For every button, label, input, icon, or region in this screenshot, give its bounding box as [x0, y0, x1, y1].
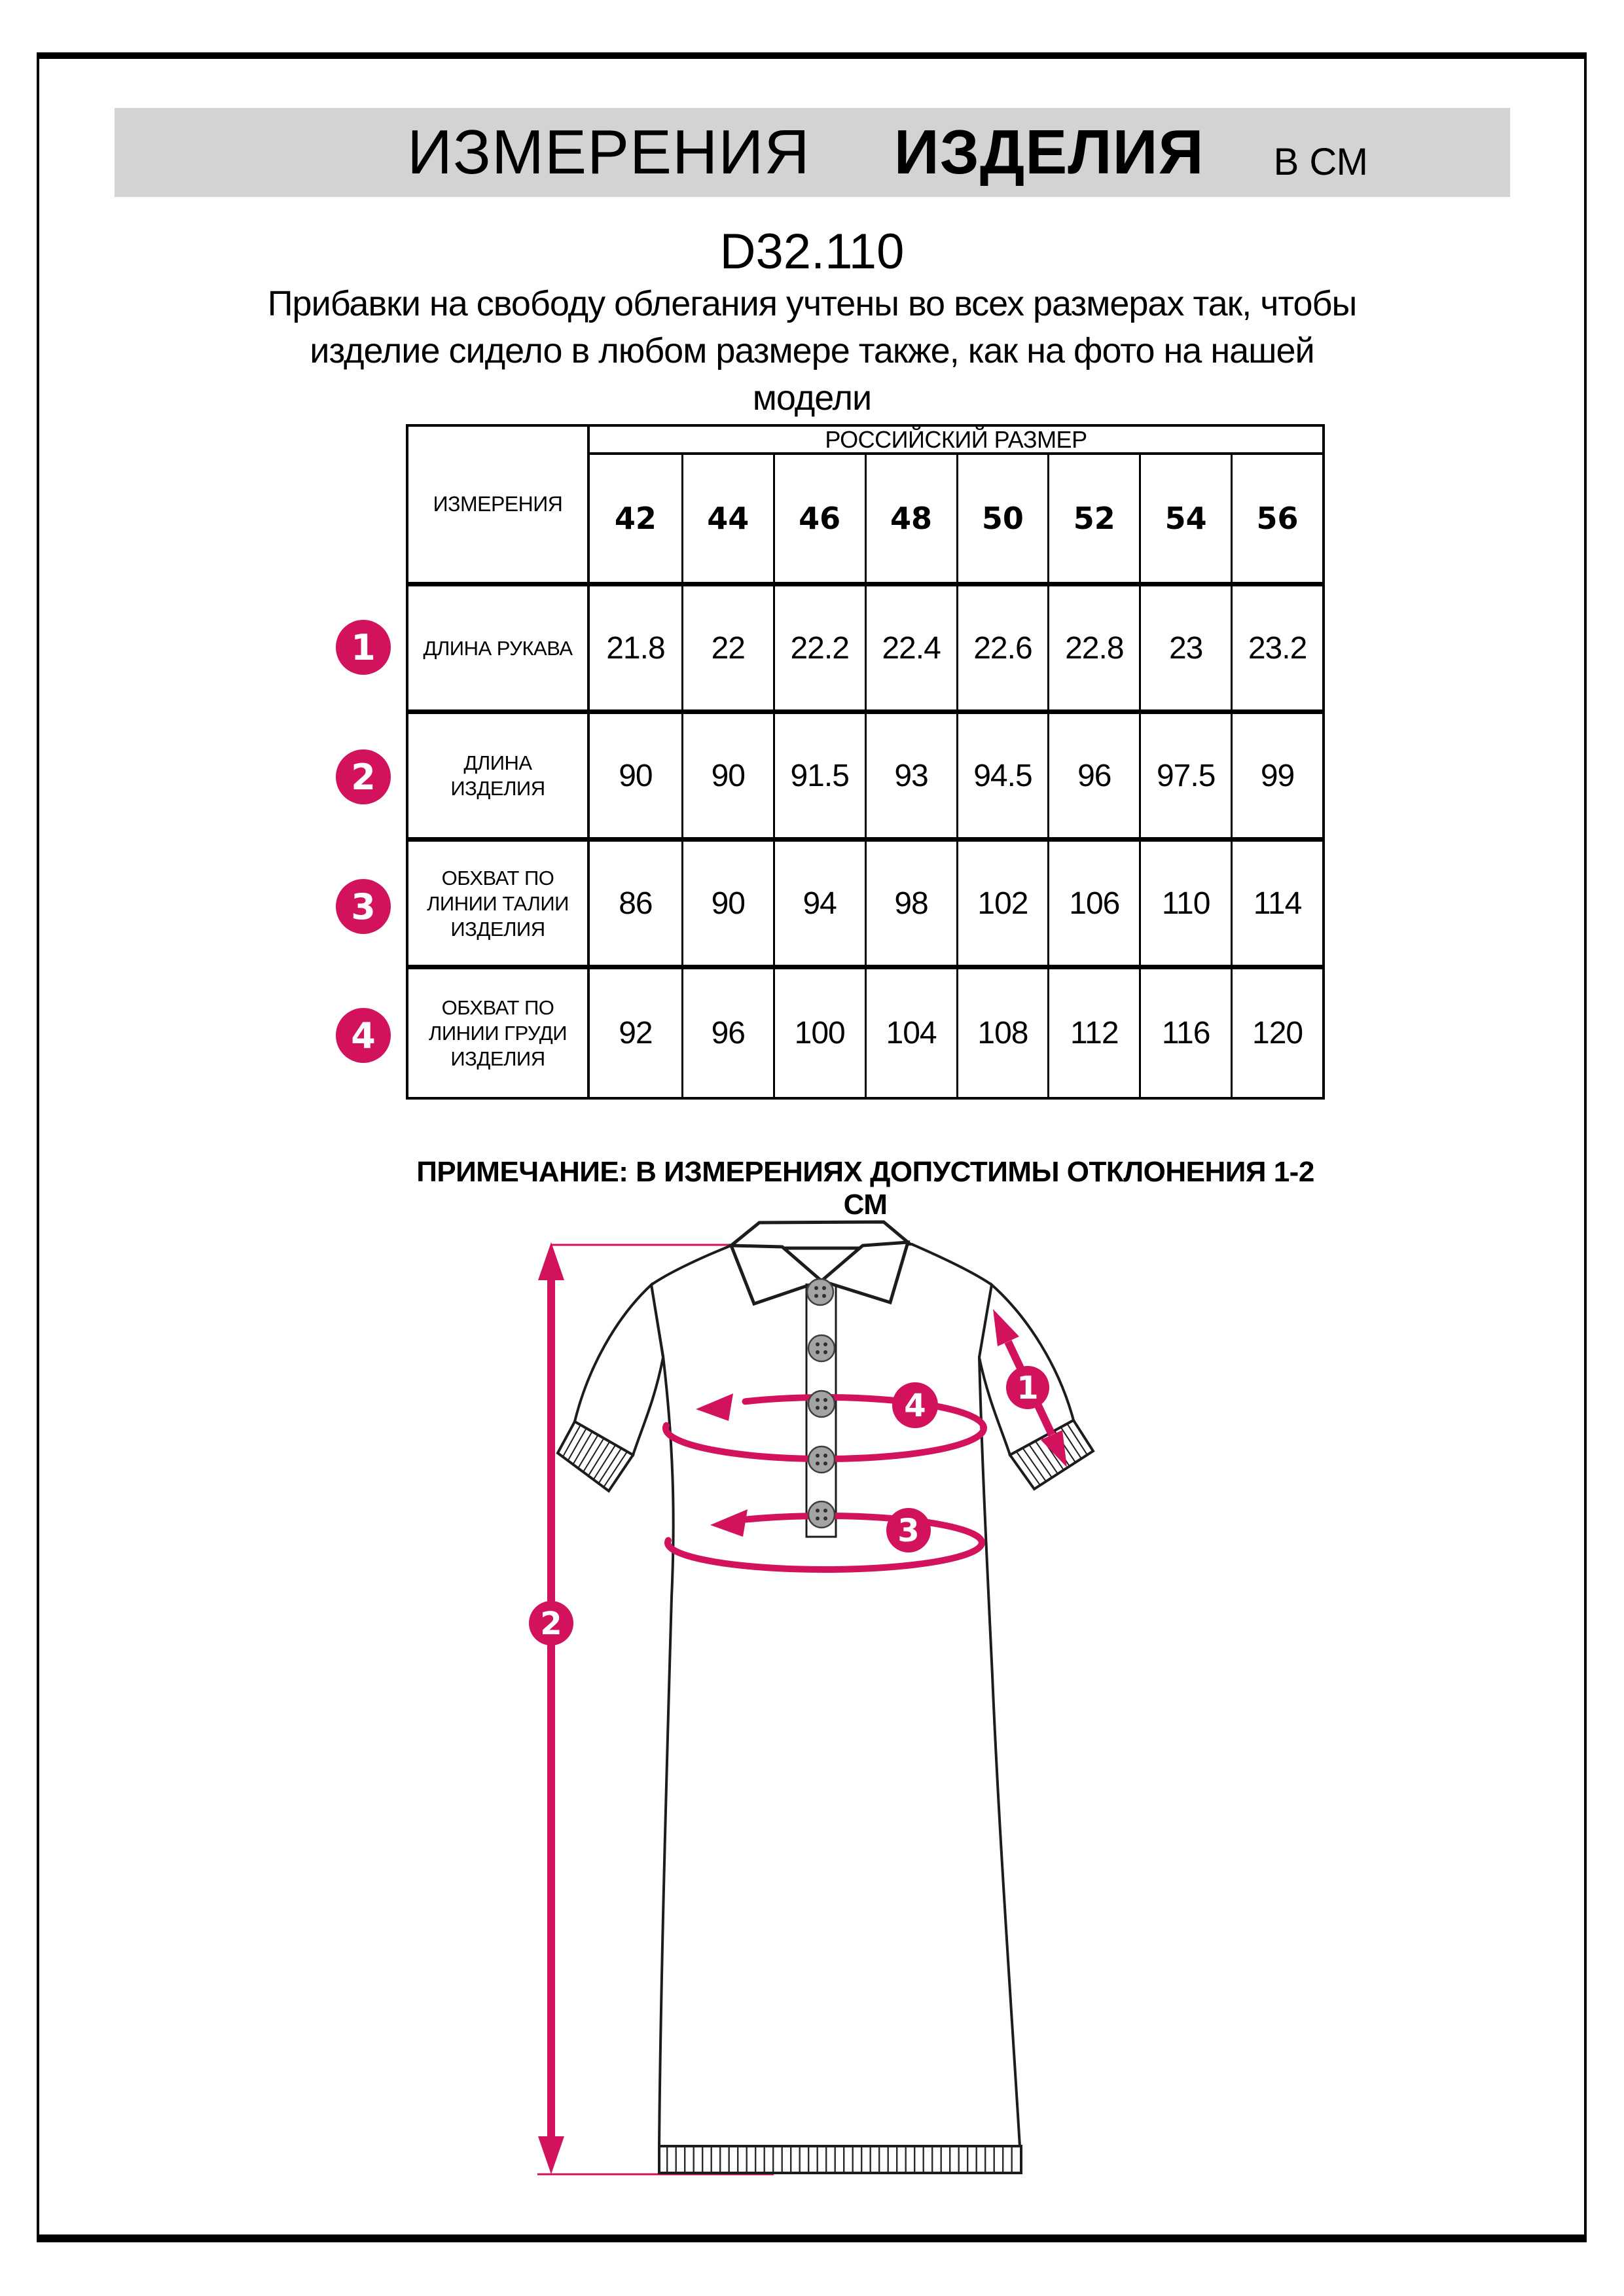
value-cell: 90 [590, 714, 681, 842]
title-band [115, 108, 1510, 197]
value-cell: 110 [1139, 842, 1231, 969]
value-cell: 94 [773, 842, 865, 969]
value-cell: 92 [619, 1016, 653, 1050]
value-cell: 22 [681, 586, 773, 714]
title-product: ИЗДЕЛИЯ [893, 117, 1204, 187]
value-cell: 97.5 [1139, 714, 1231, 842]
title-units: В СМ [1273, 141, 1368, 183]
polo-dress-drawing [558, 1222, 1093, 2173]
value-cell: 94.5 [956, 714, 1048, 842]
russian-size-header: РОССИЙСКИЙ РАЗМЕР [590, 427, 1322, 455]
hem-band [659, 2146, 1021, 2173]
size-col-42: 42 [590, 455, 681, 586]
value-cell: 23.2 [1231, 586, 1322, 714]
intro-line: изделие сидело в любом размере также, как на фото на нашей [310, 331, 1314, 370]
value-cell: 22.4 [865, 586, 956, 714]
value-cell: 99 [1231, 714, 1322, 842]
value-cell: 23 [1139, 586, 1231, 714]
row-badge-1: 1 [336, 620, 391, 675]
value-cell: 102 [956, 842, 1048, 969]
value-cell: 116 [1139, 969, 1231, 1097]
value-cell: 90 [681, 842, 773, 969]
value-cell: 22.2 [773, 586, 865, 714]
value-cell: 86 [590, 842, 681, 969]
value-cell: 112 [1047, 969, 1139, 1097]
value-cell: 93 [865, 714, 956, 842]
value-cell: 22.8 [1047, 586, 1139, 714]
size-col-46: 46 [773, 455, 865, 586]
badge-3: 3 [897, 1513, 920, 1549]
size-col-50: 50 [956, 455, 1048, 586]
row-badge-3: 3 [336, 879, 391, 934]
intro-line: Прибавки на свободу облегания учтены во всех размерах так, чтобы [267, 284, 1357, 323]
intro-line: модели [752, 378, 872, 418]
badge-1: 1 [1017, 1370, 1039, 1407]
badge-4: 4 [904, 1388, 926, 1424]
value-cell: 120 [1231, 969, 1322, 1097]
row-label-chest-girth: ОБХВАТ ПО ЛИНИИ ГРУДИ ИЗДЕЛИЯ [408, 969, 590, 1097]
value-cell: 22.6 [956, 586, 1048, 714]
row-label-sleeve-length: ДЛИНА РУКАВА [408, 586, 590, 714]
title-measurements: ИЗМЕРЕНИЯ [407, 117, 810, 187]
size-col-48: 48 [865, 455, 956, 586]
row-badge-4: 4 [336, 1008, 391, 1063]
measurements-corner-cell: ИЗМЕРЕНИЯ [408, 427, 590, 586]
value-cell: 21.8 [590, 586, 681, 714]
row-label-waist-girth: ОБХВАТ ПО ЛИНИИ ТАЛИИ ИЗДЕЛИЯ [408, 842, 590, 969]
size-table [406, 424, 1325, 1100]
row-badge-2: 2 [336, 749, 391, 804]
value-cell: 96 [1047, 714, 1139, 842]
size-col-54: 54 [1139, 455, 1231, 586]
value-cell: 96 [681, 969, 773, 1097]
value-cell: 114 [1231, 842, 1322, 969]
value-cell: 91.5 [773, 714, 865, 842]
value-cell: 90 [681, 714, 773, 842]
value-cell: 100 [773, 969, 865, 1097]
size-col-56: 56 [1231, 455, 1322, 586]
value-cell: 106 [1047, 842, 1139, 969]
size-col-52: 52 [1047, 455, 1139, 586]
row-label-garment-length: ДЛИНА ИЗДЕЛИЯ [408, 714, 590, 842]
tolerance-note: ПРИМЕЧАНИЕ: В ИЗМЕРЕНИЯХ ДОПУСТИМЫ ОТКЛОНЕНИЯ 1-2 СМ [416, 1156, 1314, 1221]
badge-2: 2 [540, 1605, 562, 1642]
intro-text [0, 280, 1624, 422]
model-code: D32.110 [719, 224, 905, 279]
size-col-44: 44 [681, 455, 773, 586]
value-cell: 108 [956, 969, 1048, 1097]
value-cell: 104 [865, 969, 956, 1097]
value-cell: 98 [865, 842, 956, 969]
garment-diagram [524, 1211, 1126, 2186]
